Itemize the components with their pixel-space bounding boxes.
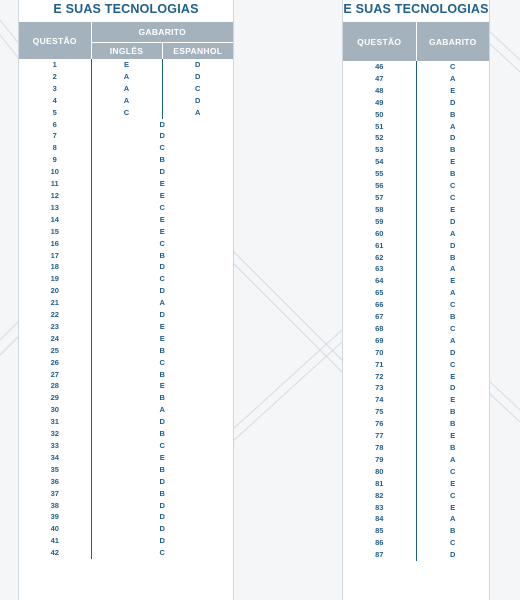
answer-letter: D: [159, 536, 165, 546]
answer-letter: D: [159, 262, 165, 272]
table-row: [19, 130, 233, 142]
table-row: [19, 488, 233, 500]
question-number: 42: [19, 547, 91, 559]
answer-letter: C: [450, 192, 456, 202]
question-number: 10: [19, 166, 91, 178]
answer-letter: E: [159, 214, 165, 224]
table-row: [19, 154, 233, 166]
answer-letter: D: [159, 500, 165, 510]
question-number: 39: [19, 511, 91, 523]
header-ingles: INGLÊS: [91, 42, 162, 59]
table-row: [343, 347, 489, 359]
table-row: [19, 166, 233, 178]
question-number: 59: [343, 216, 416, 228]
table-row: [19, 500, 233, 512]
question-number: 73: [343, 382, 416, 394]
question-number: 30: [19, 404, 91, 416]
answer-espanhol: A: [195, 107, 201, 117]
table-row: [343, 192, 489, 204]
question-number: 69: [343, 335, 416, 347]
answer-letter: B: [450, 526, 456, 536]
question-number: 51: [343, 121, 416, 133]
answer-letter: D: [159, 310, 165, 320]
table-row: [343, 287, 489, 299]
left-answer-table: [19, 22, 233, 559]
question-number: 56: [343, 180, 416, 192]
answer-letter: B: [450, 443, 456, 452]
answer-letter: D: [159, 476, 165, 486]
answer-letter: E: [450, 85, 456, 95]
table-row: [343, 263, 489, 275]
table-row: [343, 323, 489, 335]
header-espanhol: ESPANHOL: [162, 42, 233, 59]
answer-espanhol: C: [195, 83, 201, 93]
question-number: 87: [343, 549, 416, 561]
question-number: 78: [343, 442, 416, 454]
question-number: 5: [19, 107, 91, 119]
question-number: 8: [19, 142, 91, 154]
question-number: 76: [343, 418, 416, 430]
question-number: 24: [19, 333, 91, 345]
answer-letter: A: [159, 405, 165, 415]
question-number: 22: [19, 309, 91, 321]
table-row: [19, 83, 233, 95]
table-row: [343, 216, 489, 228]
table-row: [343, 394, 489, 406]
question-number: 13: [19, 202, 91, 214]
question-number: 3: [19, 83, 91, 95]
table-row: [19, 119, 233, 131]
table-row: [343, 61, 489, 73]
table-row: [343, 168, 489, 180]
question-number: 57: [343, 192, 416, 204]
table-row: [19, 380, 233, 392]
answer-letter: E: [159, 321, 165, 331]
table-row: [343, 490, 489, 502]
answer-espanhol: D: [195, 60, 201, 69]
answer-letter: D: [450, 240, 456, 250]
table-row: [343, 299, 489, 311]
question-number: 85: [343, 525, 416, 537]
table-row: [343, 466, 489, 478]
table-row: [343, 252, 489, 264]
question-number: 67: [343, 311, 416, 323]
table-row: [343, 430, 489, 442]
answer-letter: E: [159, 190, 165, 200]
table-row: [343, 311, 489, 323]
answer-letter: E: [450, 431, 456, 441]
question-number: 18: [19, 261, 91, 273]
answer-letter: C: [159, 357, 165, 367]
answer-letter: C: [450, 300, 456, 310]
answer-ingles: A: [91, 95, 162, 107]
table-row: [19, 107, 233, 119]
question-number: 61: [343, 240, 416, 252]
answer-letter: C: [450, 538, 456, 548]
question-number: 38: [19, 500, 91, 512]
answer-letter: B: [159, 429, 165, 439]
answer-letter: E: [450, 395, 456, 405]
table-row: [343, 382, 489, 394]
answer-letter: A: [450, 228, 456, 238]
question-number: 1: [19, 59, 91, 71]
answer-letter: D: [159, 119, 165, 129]
question-number: 49: [343, 97, 416, 109]
table-row: [19, 178, 233, 190]
table-row: [19, 202, 233, 214]
answer-letter: D: [159, 167, 165, 177]
table-row: [343, 442, 489, 454]
answer-ingles: A: [91, 71, 162, 83]
question-number: 86: [343, 537, 416, 549]
question-number: 19: [19, 273, 91, 285]
question-number: 26: [19, 357, 91, 369]
table-row: [19, 309, 233, 321]
question-number: 14: [19, 214, 91, 226]
answer-letter: C: [450, 359, 456, 369]
table-row: [343, 180, 489, 192]
question-number: 32: [19, 428, 91, 440]
table-row: [19, 238, 233, 250]
table-row: [343, 109, 489, 121]
table-row: [343, 525, 489, 537]
question-number: 80: [343, 466, 416, 478]
answer-letter: D: [159, 524, 165, 534]
table-row: [343, 537, 489, 549]
table-row: [343, 454, 489, 466]
table-row: [19, 142, 233, 154]
question-number: 7: [19, 130, 91, 142]
table-row: [343, 156, 489, 168]
question-number: 70: [343, 347, 416, 359]
answer-letter: A: [450, 73, 456, 83]
question-number: 12: [19, 190, 91, 202]
question-number: 36: [19, 476, 91, 488]
table-row: [19, 440, 233, 452]
answer-letter: E: [159, 226, 165, 236]
question-number: 37: [19, 488, 91, 500]
answer-letter: B: [159, 345, 165, 355]
question-number: 71: [343, 359, 416, 371]
question-number: 75: [343, 406, 416, 418]
header-gabarito: GABARITO: [416, 22, 489, 61]
question-number: 11: [19, 178, 91, 190]
table-row: [343, 204, 489, 216]
answer-letter: E: [450, 157, 456, 167]
answer-letter: A: [450, 264, 456, 274]
answer-letter: B: [450, 312, 456, 322]
answer-letter: A: [159, 298, 165, 308]
answer-letter: B: [450, 252, 456, 262]
table-row: [19, 226, 233, 238]
question-number: 23: [19, 321, 91, 333]
table-row: [343, 502, 489, 514]
answer-letter: A: [450, 121, 456, 131]
question-number: 72: [343, 371, 416, 383]
answer-letter: D: [159, 286, 165, 296]
table-row: [343, 240, 489, 252]
question-number: 74: [343, 394, 416, 406]
answer-letter: E: [159, 381, 165, 391]
answer-letter: A: [450, 514, 456, 524]
question-number: 84: [343, 513, 416, 525]
question-number: 35: [19, 464, 91, 476]
header-questao: QUESTÃO: [343, 22, 416, 61]
table-row: [343, 359, 489, 371]
answer-ingles: C: [91, 107, 162, 119]
question-number: 63: [343, 263, 416, 275]
question-number: 20: [19, 285, 91, 297]
table-row: [343, 513, 489, 525]
answer-letter: C: [450, 323, 456, 333]
answer-letter: B: [159, 464, 165, 474]
answer-letter: B: [450, 407, 456, 417]
question-number: 6: [19, 119, 91, 131]
table-row: [19, 321, 233, 333]
answer-letter: C: [450, 62, 456, 71]
table-row: [343, 478, 489, 490]
table-row: [19, 190, 233, 202]
table-row: [343, 228, 489, 240]
answer-letter: C: [159, 441, 165, 450]
question-number: 81: [343, 478, 416, 490]
question-number: 53: [343, 144, 416, 156]
answer-letter: B: [450, 145, 456, 155]
question-number: 15: [19, 226, 91, 238]
answer-letter: D: [450, 216, 456, 226]
answer-letter: B: [450, 169, 456, 179]
table-row: [19, 511, 233, 523]
question-number: 55: [343, 168, 416, 180]
answer-letter: A: [450, 335, 456, 345]
question-number: 50: [343, 109, 416, 121]
table-row: [19, 273, 233, 285]
question-number: 62: [343, 252, 416, 264]
question-number: 82: [343, 490, 416, 502]
table-row: [19, 464, 233, 476]
answer-letter: C: [159, 548, 165, 558]
table-row: [343, 121, 489, 133]
answer-letter: B: [159, 393, 165, 403]
header-questao: QUESTÃO: [19, 22, 91, 59]
question-number: 2: [19, 71, 91, 83]
answer-letter: C: [450, 466, 456, 476]
answer-letter: C: [450, 490, 456, 500]
answer-letter: D: [450, 97, 456, 107]
question-number: 58: [343, 204, 416, 216]
question-number: 4: [19, 95, 91, 107]
question-number: 60: [343, 228, 416, 240]
question-number: 41: [19, 535, 91, 547]
answer-letter: D: [159, 417, 165, 427]
table-row: [19, 428, 233, 440]
question-number: 34: [19, 452, 91, 464]
table-row: [343, 144, 489, 156]
table-row: [19, 416, 233, 428]
header-gabarito: GABARITO: [91, 22, 233, 42]
answer-letter: D: [159, 512, 165, 522]
question-number: 79: [343, 454, 416, 466]
right-answer-table: [343, 22, 489, 561]
table-row: [19, 476, 233, 488]
answer-letter: D: [450, 347, 456, 357]
answer-letter: C: [159, 274, 165, 284]
answer-ingles: E: [91, 59, 162, 71]
question-number: 33: [19, 440, 91, 452]
table-row: [343, 406, 489, 418]
table-row: [343, 85, 489, 97]
table-row: [19, 404, 233, 416]
table-row: [19, 392, 233, 404]
table-row: [19, 345, 233, 357]
table-row: [19, 357, 233, 369]
question-number: 28: [19, 380, 91, 392]
question-number: 16: [19, 238, 91, 250]
table-row: [19, 369, 233, 381]
answer-letter: E: [450, 276, 456, 286]
table-row: [19, 297, 233, 309]
right-answer-key-panel: [342, 0, 490, 600]
table-row: [19, 452, 233, 464]
answer-letter: B: [159, 250, 165, 260]
answer-letter: E: [450, 204, 456, 214]
answer-letter: C: [159, 238, 165, 248]
question-number: 48: [343, 85, 416, 97]
question-number: 46: [343, 61, 416, 73]
left-panel-title: E SUAS TECNOLOGIAS: [53, 2, 199, 16]
question-number: 40: [19, 523, 91, 535]
table-row: [19, 547, 233, 559]
question-number: 9: [19, 154, 91, 166]
answer-letter: B: [450, 419, 456, 429]
table-row: [19, 535, 233, 547]
question-number: 17: [19, 250, 91, 262]
table-row: [19, 333, 233, 345]
answer-letter: E: [159, 333, 165, 343]
question-number: 68: [343, 323, 416, 335]
question-number: 54: [343, 156, 416, 168]
table-row: [19, 71, 233, 83]
answer-ingles: A: [91, 83, 162, 95]
answer-letter: D: [450, 550, 456, 560]
question-number: 66: [343, 299, 416, 311]
answer-letter: D: [450, 133, 456, 143]
table-row: [19, 261, 233, 273]
table-row: [19, 285, 233, 297]
question-number: 65: [343, 287, 416, 299]
answer-letter: E: [450, 502, 456, 512]
answer-letter: B: [159, 155, 165, 165]
answer-letter: E: [159, 452, 165, 462]
left-answer-key-panel: [18, 0, 234, 600]
table-row: [343, 73, 489, 85]
answer-espanhol: D: [195, 71, 201, 81]
answer-letter: E: [450, 478, 456, 488]
question-number: 29: [19, 392, 91, 404]
question-number: 47: [343, 73, 416, 85]
answer-letter: C: [159, 143, 165, 153]
table-row: [19, 59, 233, 71]
table-row: [19, 95, 233, 107]
table-row: [19, 523, 233, 535]
answer-letter: B: [159, 369, 165, 379]
answer-letter: E: [159, 179, 165, 189]
table-row: [343, 97, 489, 109]
table-row: [343, 371, 489, 383]
answer-letter: D: [450, 383, 456, 393]
answer-letter: A: [450, 288, 456, 298]
answer-espanhol: D: [195, 95, 201, 105]
right-panel-title: E SUAS TECNOLOGIAS: [343, 2, 489, 16]
table-row: [19, 214, 233, 226]
table-row: [19, 250, 233, 262]
question-number: 83: [343, 502, 416, 514]
table-row: [343, 132, 489, 144]
question-number: 31: [19, 416, 91, 428]
question-number: 52: [343, 132, 416, 144]
answer-letter: E: [450, 371, 456, 381]
table-row: [343, 275, 489, 287]
table-row: [343, 418, 489, 430]
answer-letter: D: [159, 131, 165, 141]
question-number: 25: [19, 345, 91, 357]
question-number: 64: [343, 275, 416, 287]
table-row: [343, 549, 489, 561]
question-number: 77: [343, 430, 416, 442]
answer-letter: B: [159, 488, 165, 498]
answer-letter: C: [159, 202, 165, 212]
answer-letter: A: [450, 454, 456, 464]
question-number: 21: [19, 297, 91, 309]
answer-letter: B: [450, 109, 456, 119]
question-number: 27: [19, 369, 91, 381]
answer-letter: C: [450, 181, 456, 191]
table-row: [343, 335, 489, 347]
